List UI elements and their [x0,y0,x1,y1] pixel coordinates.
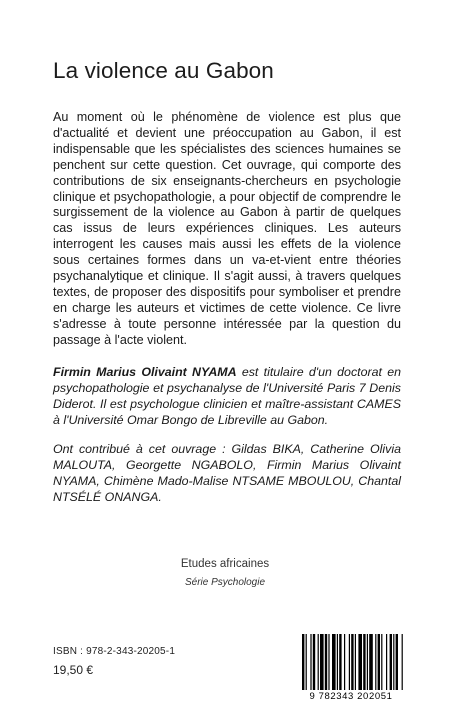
book-summary: Au moment où le phénomène de violence est plus que d'actualité et devient une préoccupation au Gabon, il est indispensable que les spécialistes des sciences humaines se penchent sur cette question. Cet ouvrage, qui comporte des contributions de six enseignants-chercheurs en psychologie clinique et psychopathologie, a pour objectif de comprendre le surgissement de la violence au Gabon à partir de quelques cas issus de leurs expériences cliniques. Les auteurs interrogent les causes mais aussi les effets de la violence sous certaines formes dans un va-et-vient entre théories psychanalytique et clinique. Il s'agit aussi, à travers quelques textes, de proposer des dispositifs pour symboliser et prendre en charge les auteurs et victimes de cette violence. Ce livre s'adresse à toute personne intéressée par la question du passage à l'acte violent. [53,110,401,347]
barcode-bar [349,634,350,690]
price: 19,50 € [53,663,94,677]
barcode-bar [375,634,376,690]
series-name: Série Psychologie [184,577,266,588]
barcode-bar [344,634,345,690]
barcode-bar [325,634,327,690]
barcode [294,630,408,704]
barcode-bar [367,634,368,690]
isbn: ISBN : 978-2-343-20205-1 [53,646,176,657]
barcode-bar [355,634,356,690]
barcode-bar [328,634,329,690]
barcode-digits: 9 782343 202051 [309,691,393,702]
barcode-bar [337,634,338,690]
barcode-bar [302,634,304,690]
barcode-bar [386,634,387,690]
barcode-bar [306,634,307,690]
barcode-bar [402,634,403,690]
author-name: Firmin Marius Olivaint NYAMA [53,365,237,379]
barcode-bar [396,634,398,690]
barcode-bar [313,634,315,690]
barcode-bar [318,634,319,690]
barcode-bar [378,634,380,690]
barcode-bar [332,634,336,690]
contributors: Ont contribué à cet ouvrage : Gildas BIKA, Catherine Olivia MALOUTA, Georgette NGABOLO, Firmin Marius Olivaint NYAMA, Chimène Mado-Malise NTSAME MBOULOU, Chantal NTSÉLÉ ONANGA. [53,442,401,504]
barcode-bar [358,634,362,690]
barcode-bar [369,634,373,690]
author-bio-text: est titulaire d'un doctorat en psychopathologie et psychanalyse de l'Université Paris 7 Denis Diderot. Il est psychologue clinicien et maître-assistant CAMES à l'Université Omar Bongo de Libreville au Gabon. [53,365,401,427]
barcode-bar [310,634,311,690]
author-bio [53,365,401,429]
barcode-bar [351,634,353,690]
barcode-bar [320,634,324,690]
barcode-bar [339,634,341,690]
barcode-bar [363,634,365,690]
barcode-bar [390,634,392,690]
barcode-bar [381,634,382,690]
barcode-bar [393,634,394,690]
book-title: La violence au Gabon [53,58,274,83]
collection-name: Etudes africaines [180,558,270,570]
